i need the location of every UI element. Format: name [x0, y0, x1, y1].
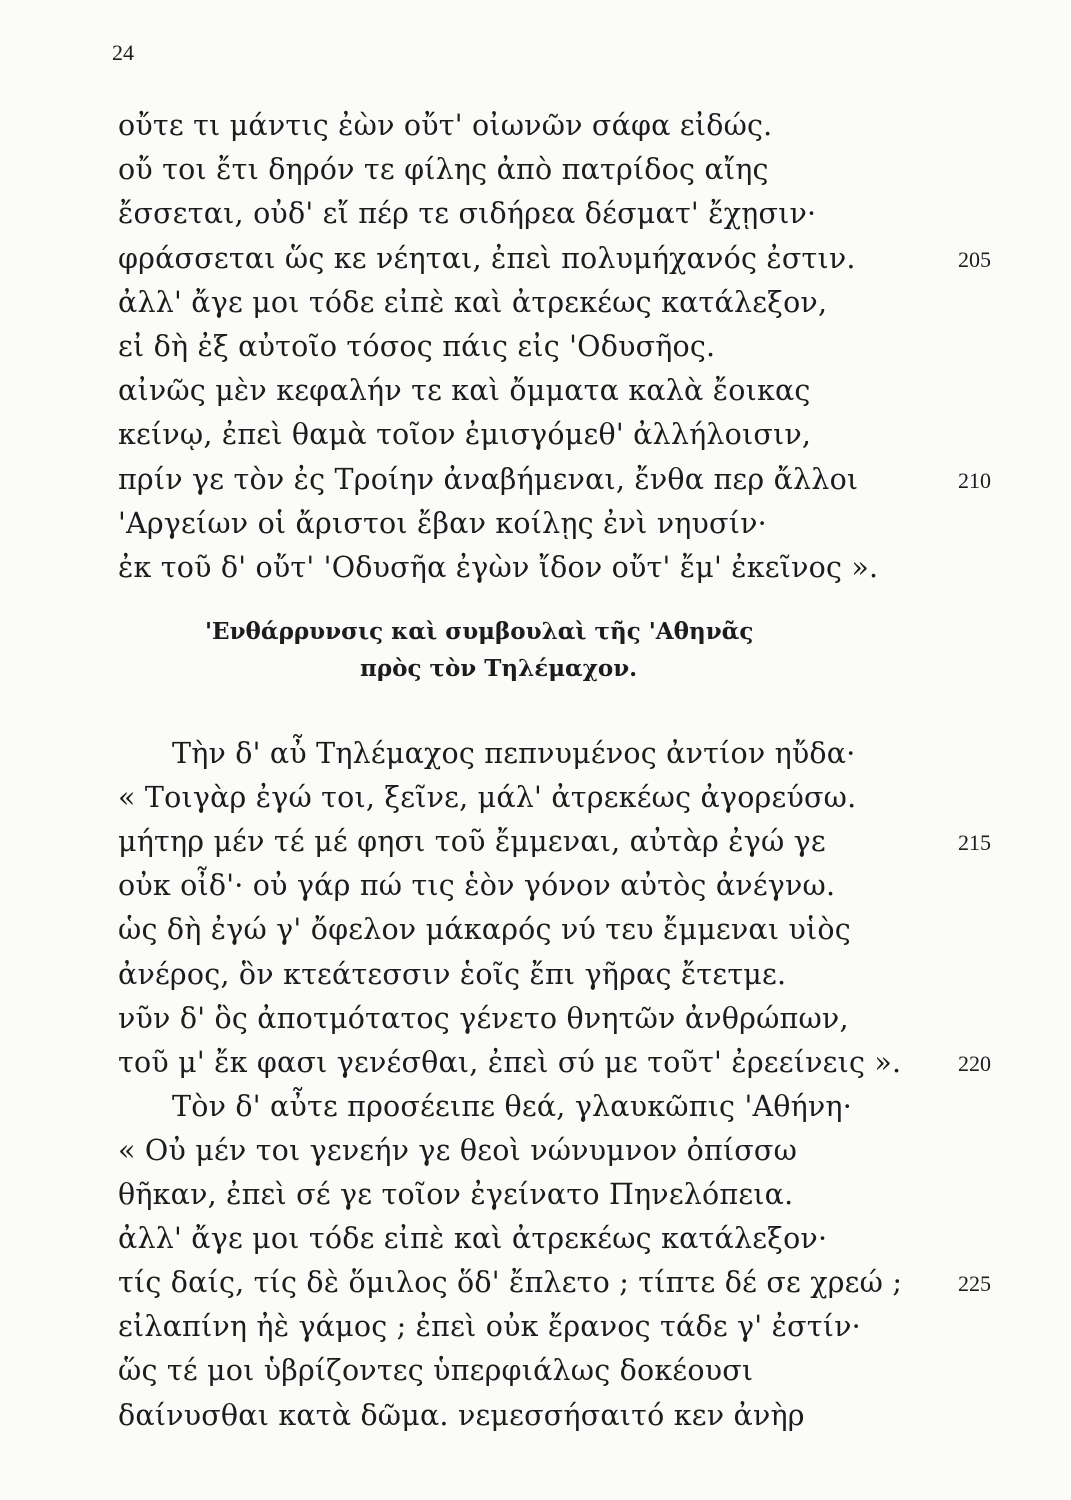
- verse-line: οὔτε τι μάντις ἐὼν οὔτ' οἰωνῶν σάφα εἰδώς.: [118, 109, 773, 142]
- verse-line: τοῦ μ' ἔκ φασι γενέσθαι, ἐπεὶ σύ με τοῦτ' ἐρεείνεις ».: [118, 1045, 902, 1079]
- verse-line: 'Αργείων οἱ ἄριστοι ἔβαν κοίλῃς ἐνὶ νηυσίν·: [118, 506, 767, 540]
- line-number: 205: [958, 246, 991, 272]
- verse-line: ἐκ τοῦ δ' οὔτ' 'Οδυσῆα ἐγὼν ἴδον οὔτ' ἔμ' ἐκεῖνος ».: [118, 551, 879, 584]
- verse-line: νῦν δ' ὃς ἀποτμότατος γένετο θνητῶν ἀνθρώπων,: [118, 1001, 849, 1035]
- verse-line: « Οὐ μέν τοι γενεήν γε θεοὶ νώνυμνον ὀπίσσω: [118, 1133, 798, 1167]
- line-number: 210: [958, 467, 991, 493]
- verse-line: δαίνυσθαι κατὰ δῶμα. νεμεσσήσαιτό κεν ἀνὴρ: [118, 1398, 805, 1432]
- verse-line: ἀλλ' ἄγε μοι τόδε εἰπὲ καὶ ἀτρεκέως κατάλεξον,: [118, 285, 828, 319]
- verse-line: « Τοιγὰρ ἐγώ τοι, ξεῖνε, μάλ' ἀτρεκέως ἀγορεύσω.: [118, 781, 857, 815]
- verse-line: εἰλαπίνη ἠὲ γάμος ; ἐπεὶ οὐκ ἔρανος τάδε γ' ἐστίν·: [118, 1310, 861, 1344]
- verse-line: φράσσεται ὥς κε νέηται, ἐπεὶ πολυμήχανός ἐστιν.: [118, 241, 856, 275]
- verse-line: πρίν γε τὸν ἐς Τροίην ἀναβήμεναι, ἔνθα περ ἄλλοι: [118, 462, 859, 496]
- verse-line: θῆκαν, ἐπεὶ σέ γε τοῖον ἐγείνατο Πηνελόπεια.: [118, 1178, 794, 1211]
- line-number: 220: [958, 1050, 991, 1076]
- verse-line: ἀλλ' ἄγε μοι τόδε εἰπὲ καὶ ἀτρεκέως κατάλεξον·: [118, 1222, 828, 1256]
- verse-line: ἀνέρος, ὃν κτεάτεσσιν ἑοῖς ἔπι γῆρας ἔτετμε.: [118, 957, 787, 991]
- section-heading-line-1: 'Ενθάρρυνσις καὶ συμβουλαὶ τῆς 'Αθηνᾶς: [205, 618, 754, 645]
- verse-line: ὥς τέ μοι ὑβρίζοντες ὑπερφιάλως δοκέουσι: [118, 1354, 754, 1388]
- page-number: 24: [112, 40, 134, 65]
- verse-line: ὡς δὴ ἐγώ γ' ὄφελον μάκαρός νύ τευ ἔμμεναι υἱὸς: [118, 913, 851, 947]
- verse-line: κείνῳ, ἐπεὶ θαμὰ τοῖον ἐμισγόμεθ' ἀλλήλοισιν,: [118, 418, 812, 452]
- verse-line: Τὸν δ' αὖτε προσέειπε θεά, γλαυκῶπις 'Αθήνη·: [172, 1089, 852, 1123]
- verse-line: Τὴν δ' αὖ Τηλέμαχος πεπνυμένος ἀντίον ηὔδα·: [172, 737, 856, 770]
- line-number: 225: [958, 1271, 991, 1297]
- section-heading-line-2: πρὸς τὸν Τηλέμαχον.: [360, 655, 638, 682]
- verse-line: μήτηρ μέν τέ μέ φησι τοῦ ἔμμεναι, αὐτὰρ ἐγώ γε: [118, 825, 826, 859]
- verse-line: αἰνῶς μὲν κεφαλήν τε καὶ ὄμματα καλὰ ἔοικας: [118, 374, 811, 408]
- verse-line: οὐκ οἶδ'· οὐ γάρ πώ τις ἑὸν γόνον αὐτὸς ἀνέγνω.: [118, 869, 836, 903]
- verse-line: ἔσσεται, οὐδ' εἴ πέρ τε σιδήρεα δέσματ' ἔχῃσιν·: [118, 197, 817, 231]
- verse-line: οὔ τοι ἔτι δηρόν τε φίλης ἀπὸ πατρίδος αἴης: [118, 153, 769, 187]
- line-number: 215: [958, 830, 991, 856]
- verse-line: εἰ δὴ ἐξ αὐτοῖο τόσος πάις εἰς 'Οδυσῆος.: [118, 330, 716, 363]
- verse-line: τίς δαίς, τίς δὲ ὅμιλος ὅδ' ἔπλετο ; τίπτε δέ σε χρεώ ;: [118, 1266, 903, 1300]
